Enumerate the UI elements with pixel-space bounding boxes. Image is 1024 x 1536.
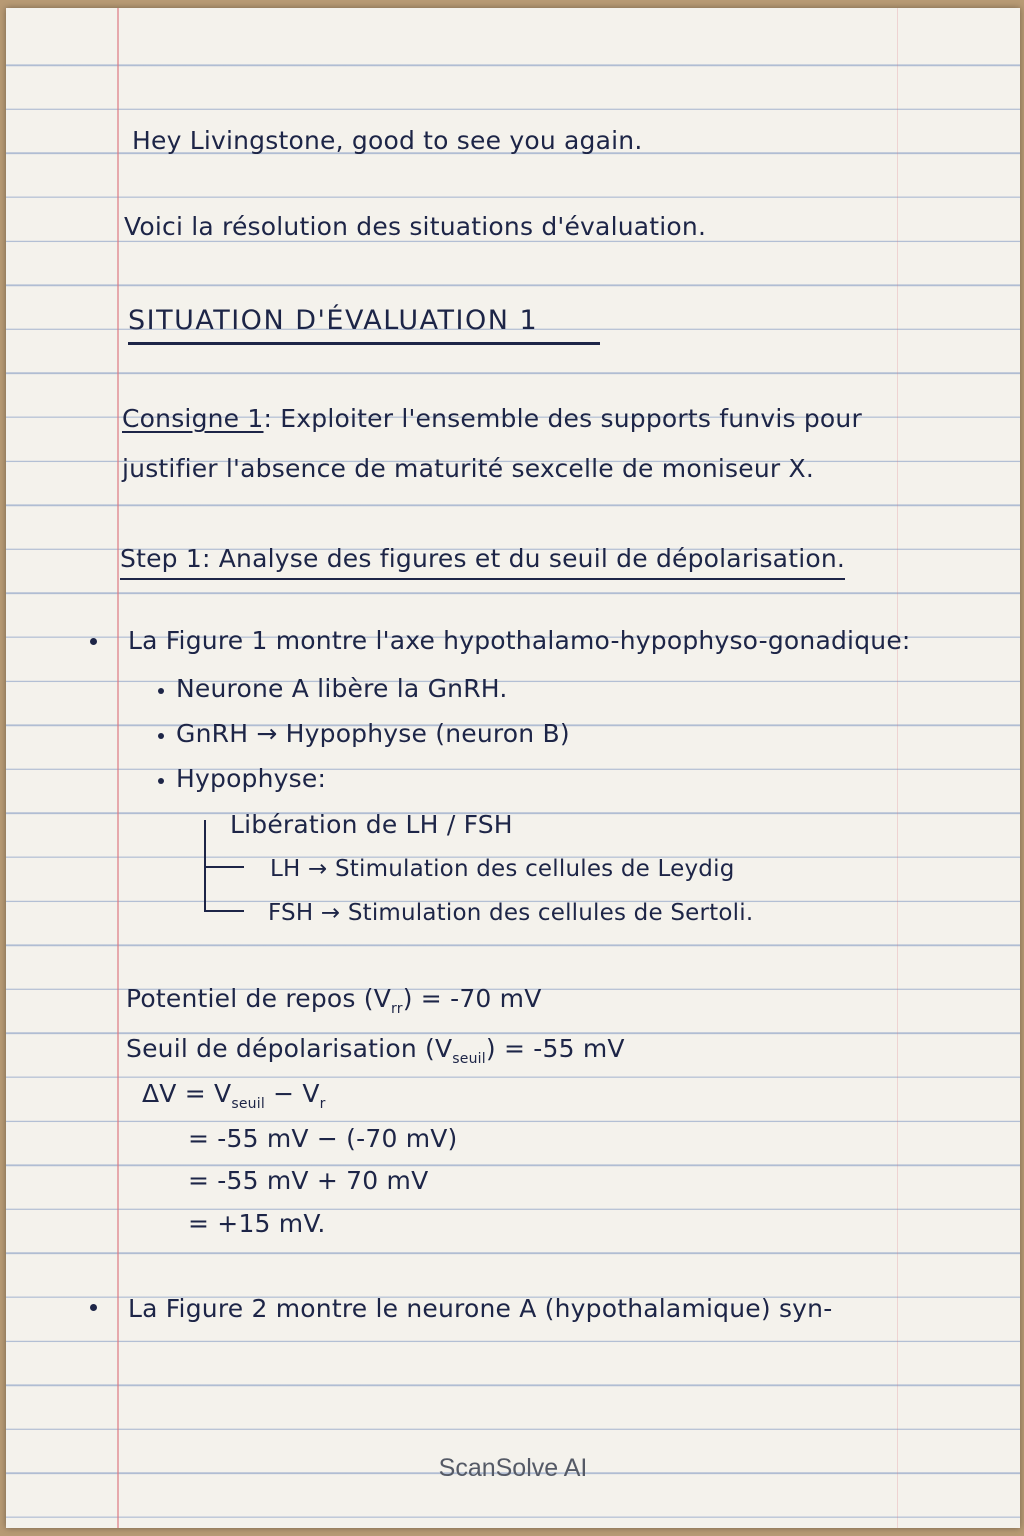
- margin-line: [117, 8, 119, 1528]
- repos-suffix: ) = -70 mV: [402, 984, 542, 1013]
- consigne-text-1: : Exploiter l'ensemble des supports funvis pour: [263, 404, 862, 433]
- consigne-line-2: justifier l'absence de maturité sexcelle de moniseur X.: [122, 454, 814, 483]
- lh-line: LH → Stimulation des cellules de Leydig: [270, 856, 735, 882]
- repos-prefix: Potentiel de repos (V: [126, 984, 392, 1013]
- bracket-arrow-fsh: [204, 910, 244, 912]
- delta-sub-1: seuil: [231, 1096, 265, 1112]
- delta-mid: − V: [264, 1079, 320, 1108]
- repos-line: [126, 984, 542, 1017]
- bullet-dot: [90, 1304, 97, 1311]
- figure-2-line: La Figure 2 montre le neurone A (hypothalamique) syn-: [128, 1294, 833, 1323]
- section-title: SITUATION D'ÉVALUATION 1: [128, 306, 600, 345]
- sub-bullet-dot: [158, 688, 164, 694]
- figure-1-item: Neurone A libère la GnRH.: [176, 674, 508, 703]
- fsh-line: FSH → Stimulation des cellules de Sertoli.: [268, 900, 754, 926]
- right-margin-line: [897, 8, 898, 1528]
- sub-bullet-dot: [158, 778, 164, 784]
- notebook-page: [6, 8, 1020, 1528]
- calc-step: = +15 mV.: [188, 1209, 326, 1238]
- footer-watermark: ScanSolve AI: [438, 1454, 588, 1482]
- bullet-dot: [90, 638, 97, 645]
- delta-line: [142, 1079, 326, 1112]
- seuil-sub: seuil: [452, 1051, 486, 1067]
- figure-1-intro: La Figure 1 montre l'axe hypothalamo-hypophyso-gonadique:: [128, 626, 911, 655]
- seuil-suffix: ) = -55 mV: [485, 1034, 625, 1063]
- delta-prefix: ΔV = V: [142, 1079, 232, 1108]
- repos-sub: rr: [391, 1001, 403, 1017]
- seuil-line: [126, 1034, 625, 1067]
- liberation-line: Libération de LH / FSH: [230, 810, 513, 839]
- figure-1-item: GnRH → Hypophyse (neuron B): [176, 719, 570, 748]
- greeting-line: Hey Livingstone, good to see you again.: [132, 126, 643, 155]
- consigne-label: Consigne 1: [122, 404, 264, 433]
- seuil-prefix: Seuil de dépolarisation (V: [126, 1034, 453, 1063]
- intro-line: Voici la résolution des situations d'évaluation.: [124, 212, 707, 241]
- calc-step: = -55 mV − (-70 mV): [188, 1124, 458, 1153]
- delta-sub-2: r: [319, 1096, 326, 1112]
- calc-step: = -55 mV + 70 mV: [188, 1166, 429, 1195]
- sub-bullet-dot: [158, 733, 164, 739]
- consigne-line-1: [122, 404, 862, 434]
- figure-1-item: Hypophyse:: [176, 764, 327, 793]
- bracket-line: [204, 820, 206, 910]
- bracket-arrow-lh: [204, 866, 244, 868]
- step-1-heading: Step 1: Analyse des figures et du seuil de dépolarisation.: [120, 544, 845, 580]
